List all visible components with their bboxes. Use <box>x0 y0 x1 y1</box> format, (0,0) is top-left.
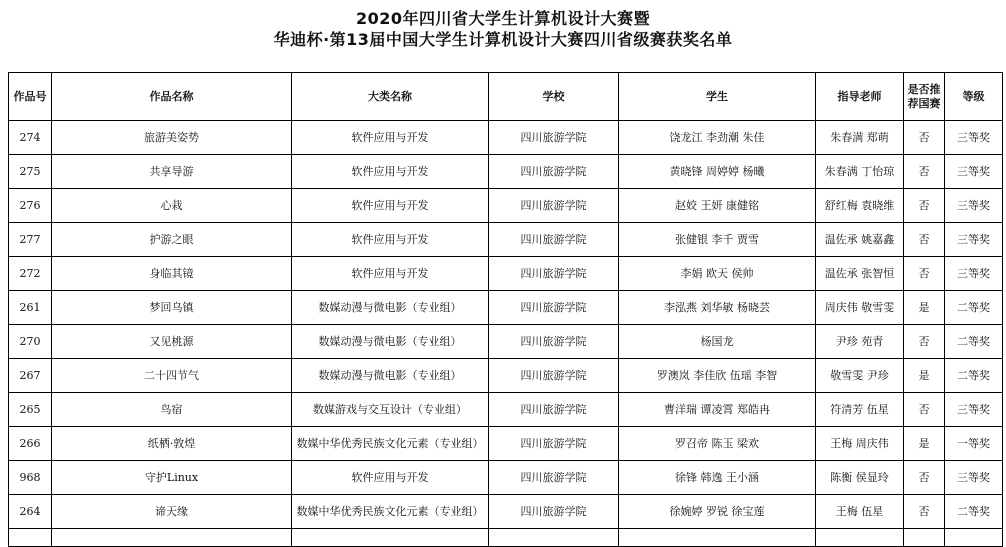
title-line-2: 华迪杯·第13届中国大学生计算机设计大赛四川省级赛获奖名单 <box>273 30 733 49</box>
cell-grade: 三等奖 <box>945 121 1003 155</box>
cell-id: 277 <box>9 223 52 257</box>
cell-students: 徐锋 韩逸 王小涵 <box>619 461 816 495</box>
cell-recommend: 是 <box>904 291 945 325</box>
cell-id: 272 <box>9 257 52 291</box>
cell-grade: 二等奖 <box>945 291 1003 325</box>
cell-name: 纸栖·敦煌 <box>52 427 292 461</box>
cell-recommend: 否 <box>904 325 945 359</box>
cell-grade: 一等奖 <box>945 427 1003 461</box>
cell-students: 徐婉婷 罗锐 徐宝莲 <box>619 495 816 529</box>
header-students: 学生 <box>619 73 816 121</box>
title-line-1: 2020年四川省大学生计算机设计大赛暨 <box>355 9 651 28</box>
cell-school: 四川旅游学院 <box>489 461 619 495</box>
cell-id: 266 <box>9 427 52 461</box>
cell-grade: 三等奖 <box>945 189 1003 223</box>
cell-name: 旅游美姿势 <box>52 121 292 155</box>
cell-advisor: 陈衡 侯显玲 <box>816 461 904 495</box>
cell-name: 又见桃源 <box>52 325 292 359</box>
table-row <box>9 427 1003 461</box>
cell-grade: 三等奖 <box>945 155 1003 189</box>
table-row <box>9 495 1003 529</box>
cell-school: 四川旅游学院 <box>489 257 619 291</box>
cell-category: 数媒动漫与微电影（专业组） <box>292 359 489 393</box>
cell-school: 四川旅游学院 <box>489 495 619 529</box>
cell-school: 四川旅游学院 <box>489 291 619 325</box>
cell-school: 四川旅游学院 <box>489 223 619 257</box>
cell-recommend: 否 <box>904 223 945 257</box>
table-header <box>9 73 1003 121</box>
table-row <box>9 121 1003 155</box>
cell-category: 数媒动漫与微电影（专业组） <box>292 325 489 359</box>
table-row <box>9 257 1003 291</box>
header-recommend: 是否推荐国赛 <box>904 73 945 121</box>
cell-id: 276 <box>9 189 52 223</box>
cell-id: 968 <box>9 461 52 495</box>
cell-category: 软件应用与开发 <box>292 461 489 495</box>
header-school: 学校 <box>489 73 619 121</box>
cell-name: 身临其镜 <box>52 257 292 291</box>
cell-name: 梦回乌镇 <box>52 291 292 325</box>
cell-empty <box>945 529 1003 547</box>
cell-grade: 二等奖 <box>945 325 1003 359</box>
cell-category: 软件应用与开发 <box>292 189 489 223</box>
cell-recommend: 否 <box>904 121 945 155</box>
cell-name: 护游之眼 <box>52 223 292 257</box>
cell-empty <box>52 529 292 547</box>
cell-grade: 三等奖 <box>945 461 1003 495</box>
cell-recommend: 否 <box>904 189 945 223</box>
cell-name: 心栽 <box>52 189 292 223</box>
cell-empty <box>619 529 816 547</box>
awards-table <box>8 72 1003 547</box>
cell-category: 数媒中华优秀民族文化元素（专业组） <box>292 495 489 529</box>
cell-advisor: 王梅 周庆伟 <box>816 427 904 461</box>
cell-students: 李娟 欧天 侯帅 <box>619 257 816 291</box>
cell-grade: 三等奖 <box>945 393 1003 427</box>
cell-students: 张健银 李千 贾雪 <box>619 223 816 257</box>
cell-name: 谛天缘 <box>52 495 292 529</box>
cell-id: 265 <box>9 393 52 427</box>
cell-advisor: 温佐承 姚嘉鑫 <box>816 223 904 257</box>
cell-id: 270 <box>9 325 52 359</box>
table-row <box>9 461 1003 495</box>
cell-advisor: 尹珍 苑青 <box>816 325 904 359</box>
cell-id: 261 <box>9 291 52 325</box>
cell-category: 数媒游戏与交互设计（专业组） <box>292 393 489 427</box>
cell-category: 软件应用与开发 <box>292 155 489 189</box>
cell-grade: 二等奖 <box>945 495 1003 529</box>
table-row <box>9 223 1003 257</box>
cell-recommend: 否 <box>904 495 945 529</box>
cell-advisor: 温佐承 张智恒 <box>816 257 904 291</box>
cell-school: 四川旅游学院 <box>489 427 619 461</box>
cell-grade: 三等奖 <box>945 257 1003 291</box>
cell-school: 四川旅游学院 <box>489 393 619 427</box>
cell-school: 四川旅游学院 <box>489 121 619 155</box>
cell-id: 267 <box>9 359 52 393</box>
cell-advisor: 舒红梅 袁晓维 <box>816 189 904 223</box>
cell-empty <box>816 529 904 547</box>
cell-advisor: 符清芳 伍星 <box>816 393 904 427</box>
cell-school: 四川旅游学院 <box>489 325 619 359</box>
cell-name: 二十四节气 <box>52 359 292 393</box>
cell-school: 四川旅游学院 <box>489 359 619 393</box>
table-row <box>9 325 1003 359</box>
cell-advisor: 敬雪雯 尹珍 <box>816 359 904 393</box>
cell-grade: 二等奖 <box>945 359 1003 393</box>
cell-students: 罗召帝 陈玉 梁欢 <box>619 427 816 461</box>
header-row <box>9 73 1003 121</box>
cell-students: 李泓燕 刘华敏 杨晓芸 <box>619 291 816 325</box>
cell-students: 杨国龙 <box>619 325 816 359</box>
cell-name: 共享导游 <box>52 155 292 189</box>
cell-recommend: 否 <box>904 257 945 291</box>
cell-advisor: 周庆伟 敬雪雯 <box>816 291 904 325</box>
cell-advisor: 朱春满 郑萌 <box>816 121 904 155</box>
cell-students: 黄晓锋 周婷婷 杨曦 <box>619 155 816 189</box>
cell-id: 275 <box>9 155 52 189</box>
cell-students: 罗澳岚 李佳欣 伍瑶 李智 <box>619 359 816 393</box>
header-category: 大类名称 <box>292 73 489 121</box>
header-name: 作品名称 <box>52 73 292 121</box>
cell-recommend: 否 <box>904 461 945 495</box>
cell-grade: 三等奖 <box>945 223 1003 257</box>
table-row <box>9 393 1003 427</box>
cell-empty <box>904 529 945 547</box>
cell-empty <box>9 529 52 547</box>
cell-recommend: 否 <box>904 155 945 189</box>
document-title <box>0 8 1006 50</box>
table-body <box>9 121 1003 547</box>
table-row-partial <box>9 529 1003 547</box>
cell-school: 四川旅游学院 <box>489 155 619 189</box>
cell-id: 274 <box>9 121 52 155</box>
cell-category: 软件应用与开发 <box>292 223 489 257</box>
cell-category: 数媒中华优秀民族文化元素（专业组） <box>292 427 489 461</box>
header-advisor: 指导老师 <box>816 73 904 121</box>
header-grade: 等级 <box>945 73 1003 121</box>
table-row <box>9 189 1003 223</box>
cell-empty <box>489 529 619 547</box>
cell-recommend: 是 <box>904 427 945 461</box>
cell-students: 饶龙江 李劲潮 朱佳 <box>619 121 816 155</box>
header-id: 作品号 <box>9 73 52 121</box>
cell-category: 数媒动漫与微电影（专业组） <box>292 291 489 325</box>
cell-school: 四川旅游学院 <box>489 189 619 223</box>
cell-students: 赵姣 王妍 康健铭 <box>619 189 816 223</box>
cell-advisor: 朱春满 丁怡琼 <box>816 155 904 189</box>
cell-advisor: 王梅 伍星 <box>816 495 904 529</box>
cell-id: 264 <box>9 495 52 529</box>
cell-recommend: 是 <box>904 359 945 393</box>
cell-name: 鸟宿 <box>52 393 292 427</box>
cell-category: 软件应用与开发 <box>292 121 489 155</box>
table-row <box>9 155 1003 189</box>
cell-name: 守护Linux <box>52 461 292 495</box>
table-row <box>9 359 1003 393</box>
cell-empty <box>292 529 489 547</box>
cell-students: 曹洋瑞 谭凌霄 郑皓冉 <box>619 393 816 427</box>
cell-recommend: 否 <box>904 393 945 427</box>
cell-category: 软件应用与开发 <box>292 257 489 291</box>
table-row <box>9 291 1003 325</box>
